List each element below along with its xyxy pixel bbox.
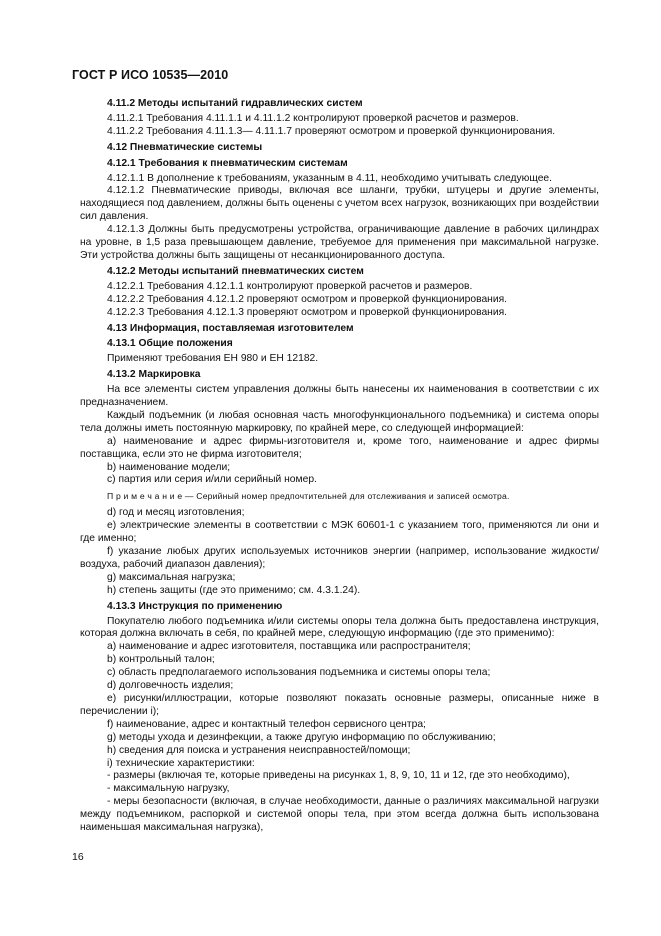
paragraph: Применяют требования ЕН 980 и ЕН 12182. — [107, 353, 319, 365]
list-item: d) долговечность изделия; — [107, 680, 234, 692]
list-item: i) технические характеристики: — [107, 757, 255, 769]
list-item: f) указание любых других используемых источников энергии (например, использование жидкости/воздуха, рабочий диапазон давления); — [80, 546, 599, 570]
list-item: e) рисунки/иллюстрации, которые позволяют показать основные размеры, описанные ниже в перечислении i); — [80, 692, 599, 717]
list-item: e) электрические элементы в соответствии с МЭК 60601-1 с указанием того, применяются ли они и где именно; — [80, 520, 599, 545]
section-heading: 4.13.1 Общие положения — [107, 338, 233, 350]
section-heading: 4.12 Пневматические системы — [107, 141, 263, 153]
list-item: f) наименование, адрес и контактный телефон сервисного центра; — [107, 718, 426, 730]
list-item: a) наименование и адрес изготовителя, поставщика или распространителя; — [107, 641, 471, 653]
paragraph: Каждый подъемник (и любая основная часть многофункционального подъемника) и система опоры тела должны иметь постоянную маркировку, по крайней мере, со следующей информацией: — [80, 409, 599, 434]
list-item: g) максимальная нагрузка; — [107, 571, 236, 583]
document-header: ГОСТ Р ИСО 10535—2010 — [72, 68, 229, 82]
section-heading: 4.13 Информация, поставляемая изготовителем — [107, 322, 354, 334]
list-item: a) наименование и адрес фирмы-изготовителя и, кроме того, наименование и адрес фирмы поставщика, если это не фирма изготовителя; — [80, 435, 599, 460]
paragraph: 4.12.1.2 Пневматические приводы, включая все шланги, трубки, штуцеры и другие элементы, находящиеся под давлением, должны быть оценены с учетом всех нагрузок, возникающих при воздействии сил давления. — [80, 185, 599, 223]
page-number: 16 — [72, 851, 84, 863]
list-item: d) год и месяц изготовления; — [107, 507, 245, 519]
paragraph: 4.11.2.2 Требования 4.11.1.3— 4.11.1.7 проверяют осмотром и проверкой функционирования. — [107, 125, 556, 137]
paragraph: 4.12.2.2 Требования 4.12.1.2 проверяют осмотром и проверкой функционирования. — [107, 293, 508, 305]
paragraph: 4.12.2.3 Требования 4.12.1.3 проверяют осмотром и проверкой функционирования. — [107, 306, 508, 318]
list-item: b) наименование модели; — [107, 461, 231, 473]
document-body — [80, 95, 599, 835]
paragraph: Покупателю любого подъемника и/или системы опоры тела должна быть предоставлена инструкция, которая должна включать в себя, по крайней мере, следующую информацию (где это применимо): — [80, 615, 599, 640]
section-heading: 4.13.3 Инструкция по применению — [107, 600, 283, 612]
list-item: h) сведения для поиска и устранения неисправностей/помощи; — [107, 744, 411, 756]
section-heading: 4.13.2 Маркировка — [107, 369, 201, 381]
note: П р и м е ч а н и е — Серийный номер предпочтительней для отслеживания и записей осмотра. — [107, 491, 510, 502]
paragraph: 4.12.1.1 В дополнение к требованиям, указанным в 4.11, необходимо учитывать следующее. — [107, 172, 553, 184]
list-item: - максимальную нагрузку, — [107, 783, 230, 795]
list-item: c) партия или серия и/или серийный номер. — [107, 474, 317, 486]
paragraph: 4.12.2.1 Требования 4.12.1.1 контролируют проверкой расчетов и размеров. — [107, 280, 473, 292]
list-item: g) методы ухода и дезинфекции, а также другую информацию по обслуживанию; — [107, 731, 496, 743]
paragraph: 4.12.1.3 Должны быть предусмотрены устройства, ограничивающие давление в рабочих цилиндрах на уровне, в 1,5 раза превышающем давление, требуемое для применения при максимальной нагрузке. Эти устройства должны быть защищены от несанкционированного доступа. — [80, 224, 599, 261]
paragraph: 4.11.2.1 Требования 4.11.1.1 и 4.11.1.2 контролируют проверкой расчетов и размеров. — [107, 112, 519, 124]
list-item: c) область предполагаемого использования подъемника и системы опоры тела; — [107, 667, 491, 679]
list-item: h) степень защиты (где это применимо; см. 4.3.1.24). — [107, 584, 361, 596]
list-item: - размеры (включая те, которые приведены на рисунках 1, 8, 9, 10, 11 и 12, где это необходимо), — [107, 770, 570, 782]
section-heading: 4.12.2 Методы испытаний пневматических систем — [107, 265, 364, 277]
list-item: b) контрольный талон; — [107, 654, 215, 666]
section-heading: 4.12.1 Требования к пневматическим системам — [107, 157, 348, 169]
section-heading: 4.11.2 Методы испытаний гидравлических систем — [107, 98, 363, 109]
list-item: - меры безопасности (включая, в случае необходимости, данные о различиях максимальной нагрузки между подъемником, распоркой и системой опоры тела, при этом всегда должна быть использована наименьшая максимальная нагрузка), — [80, 796, 599, 834]
paragraph: На все элементы систем управления должны быть нанесены их наименования в соответствии с их предназначением. — [80, 384, 599, 409]
